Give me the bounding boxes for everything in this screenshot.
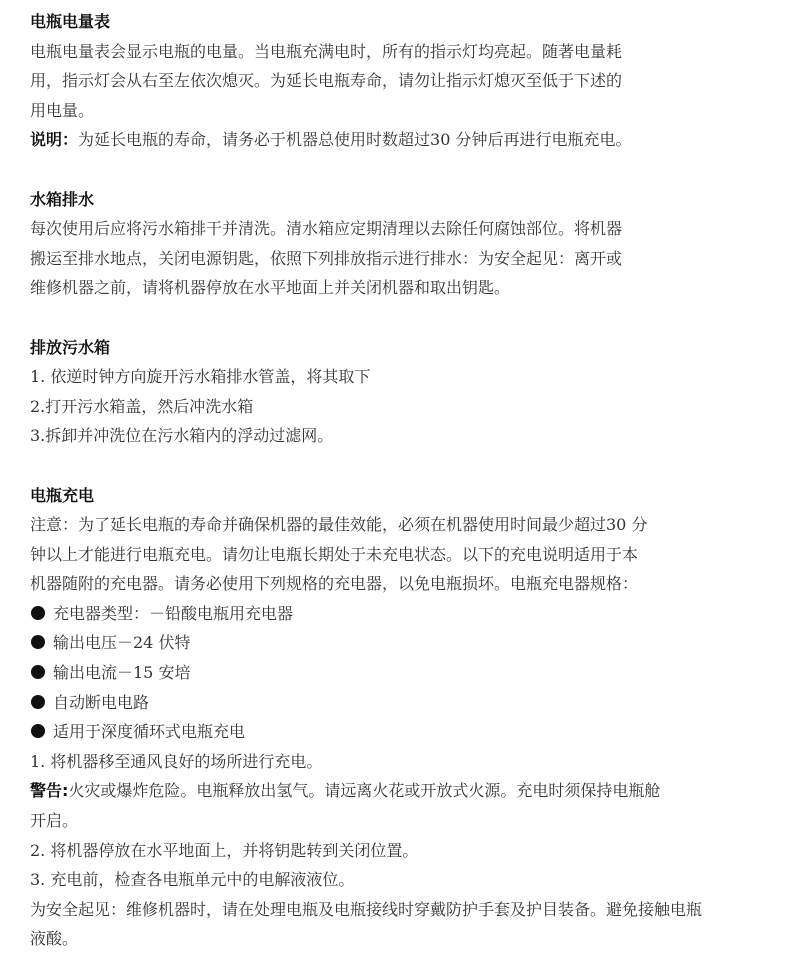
paragraph-line: 用电量。 [30, 100, 95, 120]
heading-tank-drain: 水箱排水 [30, 189, 95, 209]
spec-text: 输出电流－15 安培 [53, 663, 191, 683]
paragraph-line: 用，指示灯会从右至左依次熄灭。为延长电瓶寿命，请勿让指示灯熄灭至低于下述的 [30, 71, 623, 91]
step-line: 3.拆卸并冲洗位在污水箱内的浮动过滤网。 [30, 426, 334, 446]
paragraph-line: 每次使用后应将污水箱排干并清洗。清水箱应定期清理以去除任何腐蚀部位。将机器 [30, 219, 623, 239]
spec-text: 自动断电电路 [53, 692, 150, 712]
spec-item [30, 688, 792, 718]
safety-line: 为安全起见：维修机器时，请在处理电瓶及电瓶接线时穿戴防护手套及护目装备。避免接触电瓶 [30, 899, 703, 919]
bullet-icon [31, 665, 45, 679]
paragraph-line: 搬运至排水地点，关闭电源钥匙，依照下列排放指示进行排水：为安全起见：离开或 [30, 248, 623, 268]
bullet-icon [31, 695, 45, 709]
spec-text: 输出电压－24 伏特 [53, 633, 191, 653]
bullet-icon [31, 724, 45, 738]
step-line: 1. 依逆时钟方向旋开污水箱排水管盖，将其取下 [30, 367, 371, 387]
paragraph-line: 维修机器之前，请将机器停放在水平地面上并关闭机器和取出钥匙。 [30, 278, 511, 298]
warning-line [30, 776, 792, 806]
spec-item [30, 658, 792, 688]
manual-page [30, 7, 792, 954]
note-label: 说明： [30, 130, 79, 150]
heading-battery-charging: 电瓶充电 [30, 485, 95, 505]
step-line: 1. 将机器移至通风良好的场所进行充电。 [30, 751, 323, 771]
heading-drain-recovery: 排放污水箱 [30, 337, 111, 357]
section-gap [30, 451, 792, 481]
note-text: 为延长电瓶的寿命，请务必于机器总使用时数超过30 分钟后再进行电瓶充电。 [78, 130, 632, 150]
section-battery-meter [30, 7, 792, 155]
warning-label: 警告: [30, 781, 69, 801]
section-gap [30, 303, 792, 333]
paragraph-line: 机器随附的充电器。请务必使用下列规格的充电器，以免电瓶损坏。电瓶充电器规格： [30, 574, 639, 594]
section-tank-drain [30, 185, 792, 303]
spec-item [30, 717, 792, 747]
spec-text: 充电器类型：－铅酸电瓶用充电器 [53, 603, 294, 623]
note-line [30, 125, 792, 155]
bullet-icon [31, 635, 45, 649]
spec-text: 适用于深度循环式电瓶充电 [53, 722, 246, 742]
paragraph-line: 注意：为了延长电瓶的寿命并确保机器的最佳效能，必须在机器使用时间最少超过30 分 [30, 515, 648, 535]
step-line: 2.打开污水箱盖，然后冲洗水箱 [30, 396, 254, 416]
section-gap [30, 155, 792, 185]
paragraph-line: 钟以上才能进行电瓶充电。请勿让电瓶长期处于未充电状态。以下的充电说明适用于本 [30, 544, 639, 564]
step-line: 2. 将机器停放在水平地面上，并将钥匙转到关闭位置。 [30, 840, 419, 860]
safety-line: 液酸。 [30, 929, 79, 949]
section-drain-recovery [30, 333, 792, 451]
warning-text: 火灾或爆炸危险。电瓶释放出氢气。请远离火花或开放式火源。充电时须保持电瓶舱 [68, 781, 661, 801]
paragraph-line: 电瓶电量表会显示电瓶的电量。当电瓶充满电时，所有的指示灯均亮起。随著电量耗 [30, 41, 623, 61]
spec-item [30, 599, 792, 629]
step-line: 3. 充电前，检查各电瓶单元中的电解液液位。 [30, 870, 355, 890]
heading-battery-meter: 电瓶电量表 [30, 12, 111, 31]
section-battery-charging [30, 481, 792, 955]
bullet-icon [31, 606, 45, 620]
spec-item [30, 628, 792, 658]
warning-line: 开启。 [30, 811, 79, 831]
